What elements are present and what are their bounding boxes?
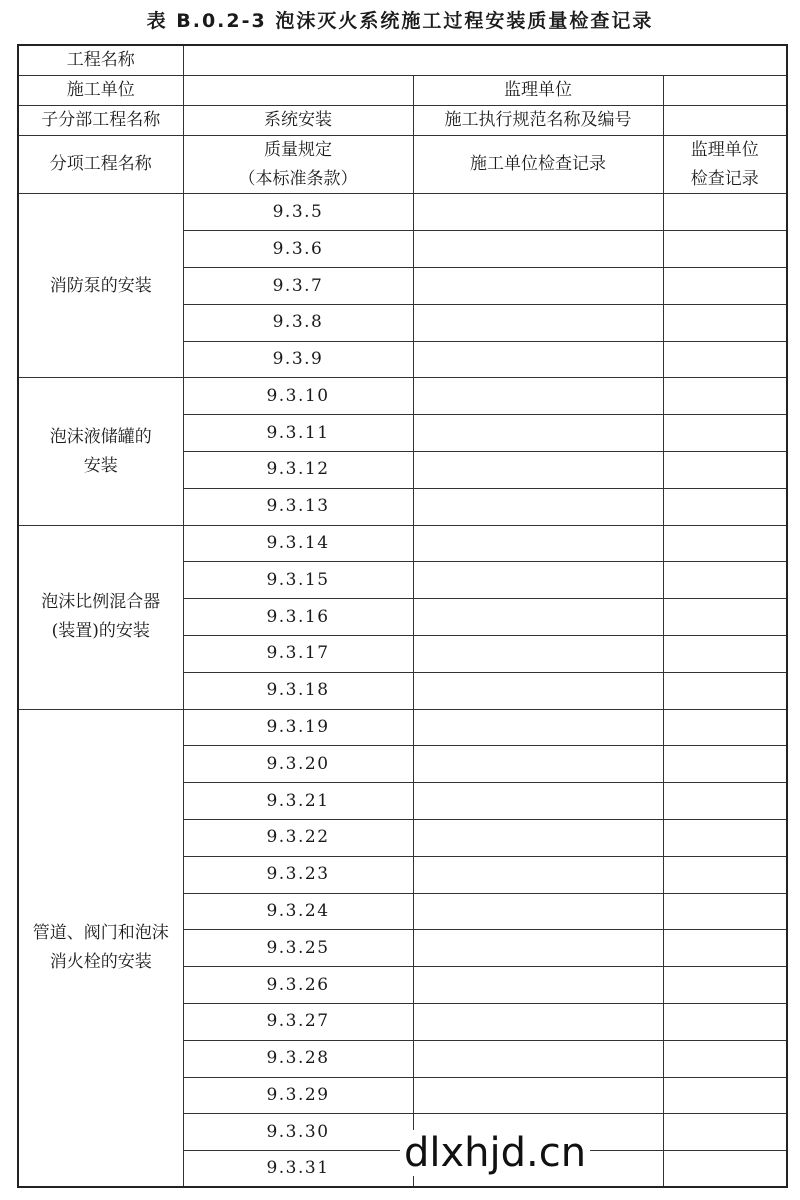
table-row	[18, 709, 787, 746]
row-column-headers	[18, 135, 787, 194]
supervision-check-cell[interactable]	[663, 452, 787, 489]
supervision-check-cell[interactable]	[663, 967, 787, 1004]
supervision-unit-value[interactable]	[663, 75, 787, 105]
supervision-check-cell[interactable]	[663, 893, 787, 930]
construction-check-cell[interactable]	[413, 709, 663, 746]
project-name-value[interactable]	[183, 45, 787, 75]
row-sub-project	[18, 105, 787, 135]
item-project-name	[18, 525, 183, 709]
construction-check-cell[interactable]	[413, 268, 663, 305]
supervision-check-cell[interactable]	[663, 746, 787, 783]
construction-check-cell[interactable]	[413, 783, 663, 820]
supervision-check-cell[interactable]	[663, 783, 787, 820]
item-project-label: 分项工程名称	[18, 135, 183, 194]
clause-number: 9.3.19	[183, 709, 413, 746]
clause-number: 9.3.26	[183, 967, 413, 1004]
sub-project-label: 子分部工程名称	[18, 105, 183, 135]
construction-check-cell[interactable]	[413, 893, 663, 930]
supervision-check-cell[interactable]	[663, 930, 787, 967]
clause-number: 9.3.20	[183, 746, 413, 783]
supervision-check-cell[interactable]	[663, 709, 787, 746]
clause-number: 9.3.22	[183, 820, 413, 857]
quality-rule-sub: （本标准条款）	[238, 168, 358, 189]
supervision-check-cell[interactable]	[663, 488, 787, 525]
clause-number: 9.3.16	[183, 599, 413, 636]
project-name-label: 工程名称	[18, 45, 183, 75]
item-project-name	[18, 709, 183, 1187]
supervision-check-label-1: 监理单位	[690, 139, 759, 160]
construction-check-cell[interactable]	[413, 525, 663, 562]
supervision-check-cell[interactable]	[663, 562, 787, 599]
item-project-name-line: 管道、阀门和泡沫	[32, 923, 169, 944]
construction-check-cell[interactable]	[413, 231, 663, 268]
construction-check-cell[interactable]	[413, 562, 663, 599]
supervision-check-cell[interactable]	[663, 1114, 787, 1151]
clause-number: 9.3.11	[183, 415, 413, 452]
supervision-check-header	[663, 135, 787, 194]
quality-rule-label: 质量规定	[264, 139, 332, 160]
supervision-check-cell[interactable]	[663, 268, 787, 305]
supervision-check-cell[interactable]	[663, 856, 787, 893]
clause-number: 9.3.24	[183, 893, 413, 930]
construction-check-cell[interactable]	[413, 672, 663, 709]
supervision-check-cell[interactable]	[663, 636, 787, 673]
spec-value[interactable]	[663, 105, 787, 135]
item-project-name-line: 泡沫液储罐的	[49, 426, 152, 447]
construction-check-label: 施工单位检查记录	[413, 135, 663, 194]
row-units	[18, 75, 787, 105]
clause-number: 9.3.18	[183, 672, 413, 709]
construction-check-cell[interactable]	[413, 1077, 663, 1114]
supervision-check-cell[interactable]	[663, 599, 787, 636]
supervision-unit-label: 监理单位	[413, 75, 663, 105]
construction-check-cell[interactable]	[413, 636, 663, 673]
supervision-check-cell[interactable]	[663, 1040, 787, 1077]
item-project-name-line: 消火栓的安装	[49, 952, 152, 973]
construction-check-cell[interactable]	[413, 488, 663, 525]
construction-check-cell[interactable]	[413, 378, 663, 415]
row-project-name	[18, 45, 787, 75]
inspection-record-table	[17, 44, 788, 1188]
sub-project-value: 系统安装	[183, 105, 413, 135]
supervision-check-cell[interactable]	[663, 1151, 787, 1188]
item-project-name-line: (装置)的安装	[51, 621, 150, 642]
construction-check-cell[interactable]	[413, 341, 663, 378]
construction-check-cell[interactable]	[413, 930, 663, 967]
clause-number: 9.3.17	[183, 636, 413, 673]
clause-number: 9.3.10	[183, 378, 413, 415]
clause-number: 9.3.27	[183, 1003, 413, 1040]
construction-check-cell[interactable]	[413, 967, 663, 1004]
table-title: 表 B.0.2-3 泡沫灭火系统施工过程安装质量检查记录	[146, 10, 654, 32]
supervision-check-cell[interactable]	[663, 304, 787, 341]
clause-number: 9.3.5	[183, 194, 413, 231]
item-project-name-line: 消防泵的安装	[49, 275, 152, 296]
clause-number: 9.3.14	[183, 525, 413, 562]
table-row	[18, 378, 787, 415]
clause-number: 9.3.6	[183, 231, 413, 268]
clause-number: 9.3.21	[183, 783, 413, 820]
watermark: dlxhjd.cn	[400, 1130, 590, 1176]
clause-number: 9.3.12	[183, 452, 413, 489]
supervision-check-cell[interactable]	[663, 1077, 787, 1114]
clause-number: 9.3.25	[183, 930, 413, 967]
clause-number: 9.3.23	[183, 856, 413, 893]
clause-number: 9.3.13	[183, 488, 413, 525]
supervision-check-cell[interactable]	[663, 194, 787, 231]
item-project-name-line: 泡沫比例混合器	[41, 592, 161, 613]
supervision-check-cell[interactable]	[663, 1003, 787, 1040]
supervision-check-cell[interactable]	[663, 378, 787, 415]
supervision-check-label-2: 检查记录	[690, 168, 759, 189]
item-project-name-line: 安装	[83, 455, 118, 476]
construction-unit-value[interactable]	[183, 75, 413, 105]
clause-number: 9.3.29	[183, 1077, 413, 1114]
construction-check-cell[interactable]	[413, 746, 663, 783]
construction-check-cell[interactable]	[413, 856, 663, 893]
construction-unit-label: 施工单位	[18, 75, 183, 105]
spec-label: 施工执行规范名称及编号	[413, 105, 663, 135]
clause-number: 9.3.28	[183, 1040, 413, 1077]
construction-check-cell[interactable]	[413, 599, 663, 636]
construction-check-cell[interactable]	[413, 1040, 663, 1077]
clause-number: 9.3.9	[183, 341, 413, 378]
clause-number: 9.3.31	[183, 1151, 413, 1188]
construction-check-cell[interactable]	[413, 194, 663, 231]
item-project-name	[18, 378, 183, 525]
supervision-check-cell[interactable]	[663, 231, 787, 268]
table-row	[18, 194, 787, 231]
item-project-name	[18, 194, 183, 378]
supervision-check-cell[interactable]	[663, 415, 787, 452]
supervision-check-cell[interactable]	[663, 525, 787, 562]
supervision-check-cell[interactable]	[663, 672, 787, 709]
table-row	[18, 525, 787, 562]
clause-number: 9.3.7	[183, 268, 413, 305]
construction-check-cell[interactable]	[413, 452, 663, 489]
clause-number: 9.3.15	[183, 562, 413, 599]
supervision-check-cell[interactable]	[663, 820, 787, 857]
construction-check-cell[interactable]	[413, 304, 663, 341]
clause-number: 9.3.8	[183, 304, 413, 341]
quality-rule-header	[183, 135, 413, 194]
construction-check-cell[interactable]	[413, 415, 663, 452]
construction-check-cell[interactable]	[413, 1003, 663, 1040]
clause-number: 9.3.30	[183, 1114, 413, 1151]
construction-check-cell[interactable]	[413, 820, 663, 857]
supervision-check-cell[interactable]	[663, 341, 787, 378]
